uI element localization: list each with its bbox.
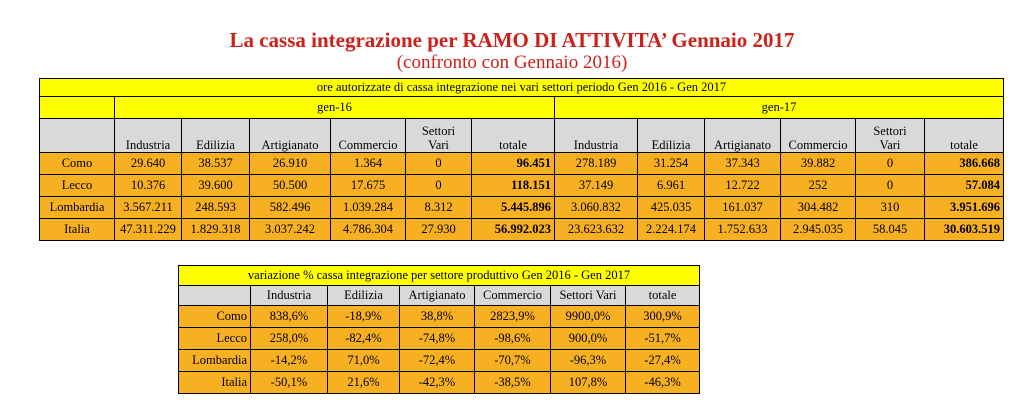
table-cell: 96.451 (472, 153, 555, 175)
table-cell: 21,6% (328, 372, 400, 394)
table-cell: 3.567.211 (115, 197, 182, 219)
col-header: Commercio (781, 119, 856, 153)
table-cell: 30.603.519 (925, 219, 1004, 241)
col-header: Edilizia (182, 119, 250, 153)
table-cell: 4.786.304 (331, 219, 406, 241)
table-cell: 27.930 (406, 219, 472, 241)
table-cell: 0 (856, 175, 925, 197)
hours-table-caption: ore autorizzate di cassa integrazione nei vari settori periodo Gen 2016 - Gen 2017 (40, 79, 1004, 97)
table-cell: 29.640 (115, 153, 182, 175)
table-cell: -18,9% (328, 306, 400, 328)
variation-table (178, 265, 700, 394)
table-cell: 23.623.632 (555, 219, 638, 241)
group-header-gen16: gen-16 (115, 97, 555, 119)
col-header: Settori Vari (406, 119, 472, 153)
empty-cell (40, 119, 115, 153)
empty-cell (179, 286, 251, 306)
col-header: Industria (251, 286, 328, 306)
table-cell: 38.537 (182, 153, 250, 175)
table-cell: 9900,0% (551, 306, 626, 328)
table-cell: 56.992.023 (472, 219, 555, 241)
col-header: Edilizia (638, 119, 705, 153)
col-header: Commercio (331, 119, 406, 153)
table-cell: 31.254 (638, 153, 705, 175)
table-cell: 2.224.174 (638, 219, 705, 241)
table-cell: 38,8% (400, 306, 475, 328)
table-cell: -70,7% (475, 350, 551, 372)
table-cell: 161.037 (705, 197, 781, 219)
group-header-gen17: gen-17 (555, 97, 1004, 119)
hours-table (39, 78, 1004, 241)
table-row (179, 306, 700, 328)
row-label: Lecco (179, 328, 251, 350)
report-title: La cassa integrazione per RAMO DI ATTIVITA’ Gennaio 2017 (229, 28, 795, 52)
table-cell: 0 (856, 153, 925, 175)
row-label: Lombardia (179, 350, 251, 372)
table-cell: -27,4% (626, 350, 700, 372)
table-cell: 386.668 (925, 153, 1004, 175)
table-row (40, 153, 1004, 175)
table-cell: -72,4% (400, 350, 475, 372)
table-cell: 1.752.633 (705, 219, 781, 241)
table-cell: 248.593 (182, 197, 250, 219)
table-cell: 425.035 (638, 197, 705, 219)
table-cell: 1.039.284 (331, 197, 406, 219)
table-cell: 300,9% (626, 306, 700, 328)
table-cell: 304.482 (781, 197, 856, 219)
col-header: Settori Vari (551, 286, 626, 306)
col-header: totale (925, 119, 1004, 153)
col-header: Industria (115, 119, 182, 153)
table-cell: 58.045 (856, 219, 925, 241)
variation-table-caption: variazione % cassa integrazione per settore produttivo Gen 2016 - Gen 2017 (179, 266, 700, 286)
table-cell: 0 (406, 175, 472, 197)
col-header: Edilizia (328, 286, 400, 306)
table-cell: 3.060.832 (555, 197, 638, 219)
row-label: Italia (40, 219, 115, 241)
table-row (40, 197, 1004, 219)
table-cell: 107,8% (551, 372, 626, 394)
col-header: Industria (555, 119, 638, 153)
table-cell: -82,4% (328, 328, 400, 350)
table-cell: 39.882 (781, 153, 856, 175)
table-cell: -51,7% (626, 328, 700, 350)
table-cell: 3.037.242 (250, 219, 331, 241)
table-cell: 1.829.318 (182, 219, 250, 241)
table-cell: 12.722 (705, 175, 781, 197)
table-cell: 39.600 (182, 175, 250, 197)
row-label: Italia (179, 372, 251, 394)
table-cell: 37.343 (705, 153, 781, 175)
col-header: totale (626, 286, 700, 306)
table-cell: -38,5% (475, 372, 551, 394)
table-cell: 8.312 (406, 197, 472, 219)
table-cell: 17.675 (331, 175, 406, 197)
table-row (179, 372, 700, 394)
row-label: Como (40, 153, 115, 175)
table-cell: 71,0% (328, 350, 400, 372)
row-label: Como (179, 306, 251, 328)
table-cell: 118.151 (472, 175, 555, 197)
table-cell: 50.500 (250, 175, 331, 197)
table-cell: 2.945.035 (781, 219, 856, 241)
table-cell: -98,6% (475, 328, 551, 350)
col-header: Settori Vari (856, 119, 925, 153)
table-cell: 252 (781, 175, 856, 197)
table-row (40, 219, 1004, 241)
table-row (179, 350, 700, 372)
col-header: Artigianato (705, 119, 781, 153)
table-cell: 37.149 (555, 175, 638, 197)
table-cell: 10.376 (115, 175, 182, 197)
table-cell: 2823,9% (475, 306, 551, 328)
table-cell: 5.445.896 (472, 197, 555, 219)
table-cell: 900,0% (551, 328, 626, 350)
table-cell: 582.496 (250, 197, 331, 219)
table-cell: -42,3% (400, 372, 475, 394)
table-cell: -74,8% (400, 328, 475, 350)
col-header: Artigianato (250, 119, 331, 153)
table-cell: -50,1% (251, 372, 328, 394)
table-cell: 838,6% (251, 306, 328, 328)
table-cell: -96,3% (551, 350, 626, 372)
table-cell: 258,0% (251, 328, 328, 350)
col-header: totale (472, 119, 555, 153)
table-cell: -14,2% (251, 350, 328, 372)
table-cell: 0 (406, 153, 472, 175)
report-subtitle: (confronto con Gennaio 2016) (396, 52, 628, 73)
table-cell: 6.961 (638, 175, 705, 197)
row-label: Lecco (40, 175, 115, 197)
table-cell: 3.951.696 (925, 197, 1004, 219)
empty-cell (40, 97, 115, 119)
table-cell: 47.311.229 (115, 219, 182, 241)
table-cell: -46,3% (626, 372, 700, 394)
table-row (40, 175, 1004, 197)
table-cell: 26.910 (250, 153, 331, 175)
table-cell: 1.364 (331, 153, 406, 175)
table-row (179, 328, 700, 350)
table-cell: 278.189 (555, 153, 638, 175)
table-cell: 310 (856, 197, 925, 219)
col-header: Commercio (475, 286, 551, 306)
col-header: Artigianato (400, 286, 475, 306)
table-cell: 57.084 (925, 175, 1004, 197)
row-label: Lombardia (40, 197, 115, 219)
